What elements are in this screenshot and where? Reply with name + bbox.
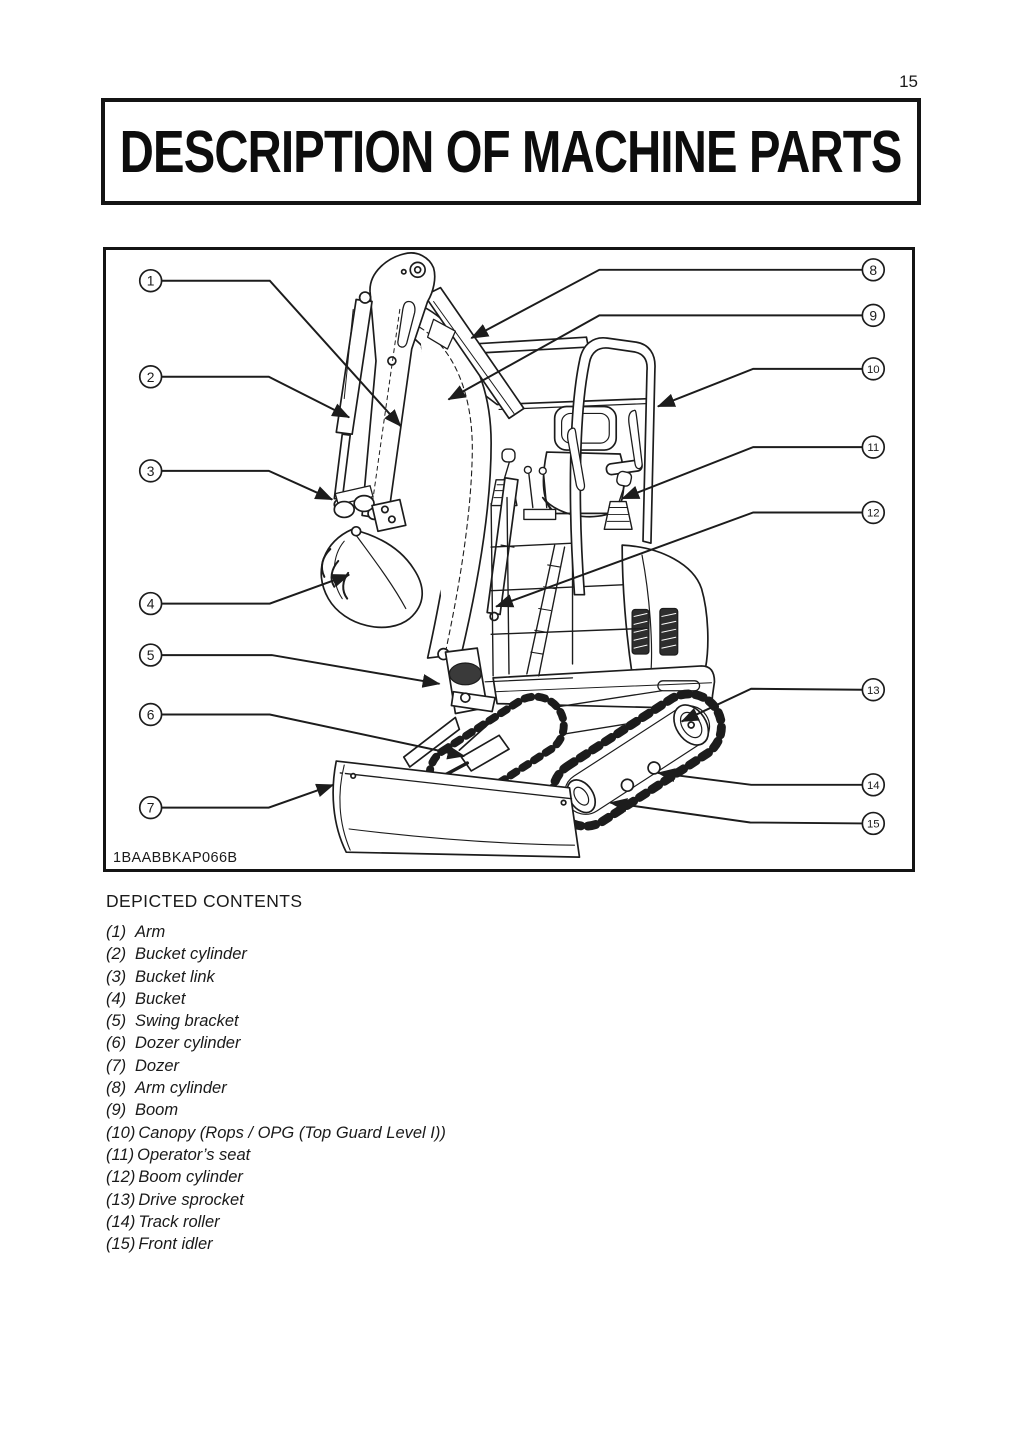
callout-number: 2: [146, 368, 155, 385]
callout-3: [140, 460, 333, 500]
item-label: Track roller: [138, 1212, 220, 1231]
item-label: Arm cylinder: [135, 1079, 227, 1098]
item-number: (14): [106, 1212, 136, 1231]
leader-line: [162, 785, 334, 808]
item-label: Boom: [135, 1101, 179, 1120]
leader-line: [610, 803, 862, 824]
bucket-link-drawing: [334, 486, 405, 532]
list-item-7: [106, 1055, 806, 1077]
seat-drawing: [543, 406, 643, 516]
item-number: (10): [106, 1123, 136, 1142]
item-label: Front idler: [138, 1235, 213, 1254]
list-item-5: [106, 1010, 806, 1032]
figure-code: 1BAABBKAP066B: [113, 850, 238, 866]
callout-number: 13: [866, 684, 880, 697]
bucket-drawing: [321, 527, 422, 628]
callout-number: 7: [146, 799, 155, 816]
leader-line: [622, 447, 862, 499]
page-title: DESCRIPTION OF MACHINE PARTS: [120, 118, 902, 185]
item-number: (5): [106, 1012, 127, 1031]
callout-number: 6: [146, 706, 155, 723]
callout-9: [448, 304, 884, 399]
callout-15: [610, 803, 884, 835]
leader-line: [162, 655, 440, 684]
leader-line: [448, 315, 862, 399]
item-number: (6): [106, 1034, 127, 1053]
callout-number: 10: [866, 363, 880, 376]
callout-14: [658, 773, 884, 796]
item-number: (4): [106, 989, 127, 1008]
item-label: Swing bracket: [135, 1012, 239, 1031]
page-number: 15: [899, 72, 918, 91]
callout-number: 15: [866, 818, 880, 831]
callout-4: [140, 575, 349, 615]
item-number: (8): [106, 1079, 127, 1098]
item-label: Bucket cylinder: [135, 945, 247, 964]
callout-number: 9: [869, 307, 878, 324]
item-label: Dozer cylinder: [135, 1034, 241, 1053]
leader-line: [162, 471, 333, 500]
callout-number: 12: [866, 507, 880, 520]
item-label: Operator’s seat: [137, 1145, 251, 1164]
list-item-10: [106, 1122, 806, 1144]
callout-8: [471, 259, 884, 338]
item-label: Dozer: [135, 1056, 180, 1075]
list-item-14: [106, 1211, 806, 1233]
item-label: Boom cylinder: [138, 1168, 243, 1187]
leader-line: [658, 369, 862, 407]
item-number: (1): [106, 923, 127, 941]
contents-list: [106, 921, 806, 1255]
callout-2: [140, 366, 349, 418]
contents-heading: DEPICTED CONTENTS: [106, 891, 303, 911]
item-number: (13): [106, 1190, 136, 1209]
callout-7: [140, 785, 334, 819]
callout-10: [658, 358, 884, 407]
list-item-4: [106, 988, 806, 1010]
arm-drawing: [362, 253, 435, 519]
item-label: Canopy (Rops / OPG (Top Guard Level I)): [138, 1123, 446, 1142]
item-number: (12): [106, 1168, 136, 1187]
callout-number: 4: [146, 595, 155, 612]
machine-illustration: [106, 250, 912, 869]
swing-bracket-drawing: [445, 648, 495, 713]
item-label: Bucket link: [135, 967, 215, 986]
list-item-11: [106, 1144, 806, 1166]
item-number: (15): [106, 1235, 136, 1254]
list-item-3: [106, 966, 806, 988]
figure-box: [103, 247, 915, 872]
list-item-12: [106, 1166, 806, 1188]
item-label: Arm: [135, 923, 166, 941]
list-item-2: [106, 943, 806, 965]
callout-number: 3: [146, 462, 155, 479]
callout-11: [622, 436, 884, 498]
item-number: (11): [106, 1145, 135, 1164]
item-label: Bucket: [135, 989, 186, 1008]
item-number: (3): [106, 967, 127, 986]
list-item-13: [106, 1189, 806, 1211]
list-item-15: [106, 1233, 806, 1255]
leader-line: [162, 377, 350, 418]
callout-number: 11: [867, 442, 880, 455]
list-item-1: [106, 921, 806, 943]
item-label: Drive sprocket: [138, 1190, 244, 1209]
list-item-9: [106, 1099, 806, 1121]
list-item-6: [106, 1032, 806, 1054]
item-number: (2): [106, 945, 127, 964]
callout-number: 14: [866, 779, 880, 792]
callout-number: 5: [146, 647, 155, 664]
item-number: (7): [106, 1056, 127, 1075]
contents-section: [106, 891, 806, 1255]
callout-number: 8: [869, 261, 878, 278]
leader-line: [658, 773, 862, 785]
leader-line: [471, 270, 862, 338]
dozer-blade-drawing: [333, 761, 579, 857]
list-item-8: [106, 1077, 806, 1099]
callout-5: [140, 644, 440, 684]
callout-number: 1: [146, 272, 155, 289]
engine-hood-drawing: [622, 545, 708, 674]
title-box: [101, 98, 921, 205]
item-number: (9): [106, 1101, 127, 1120]
